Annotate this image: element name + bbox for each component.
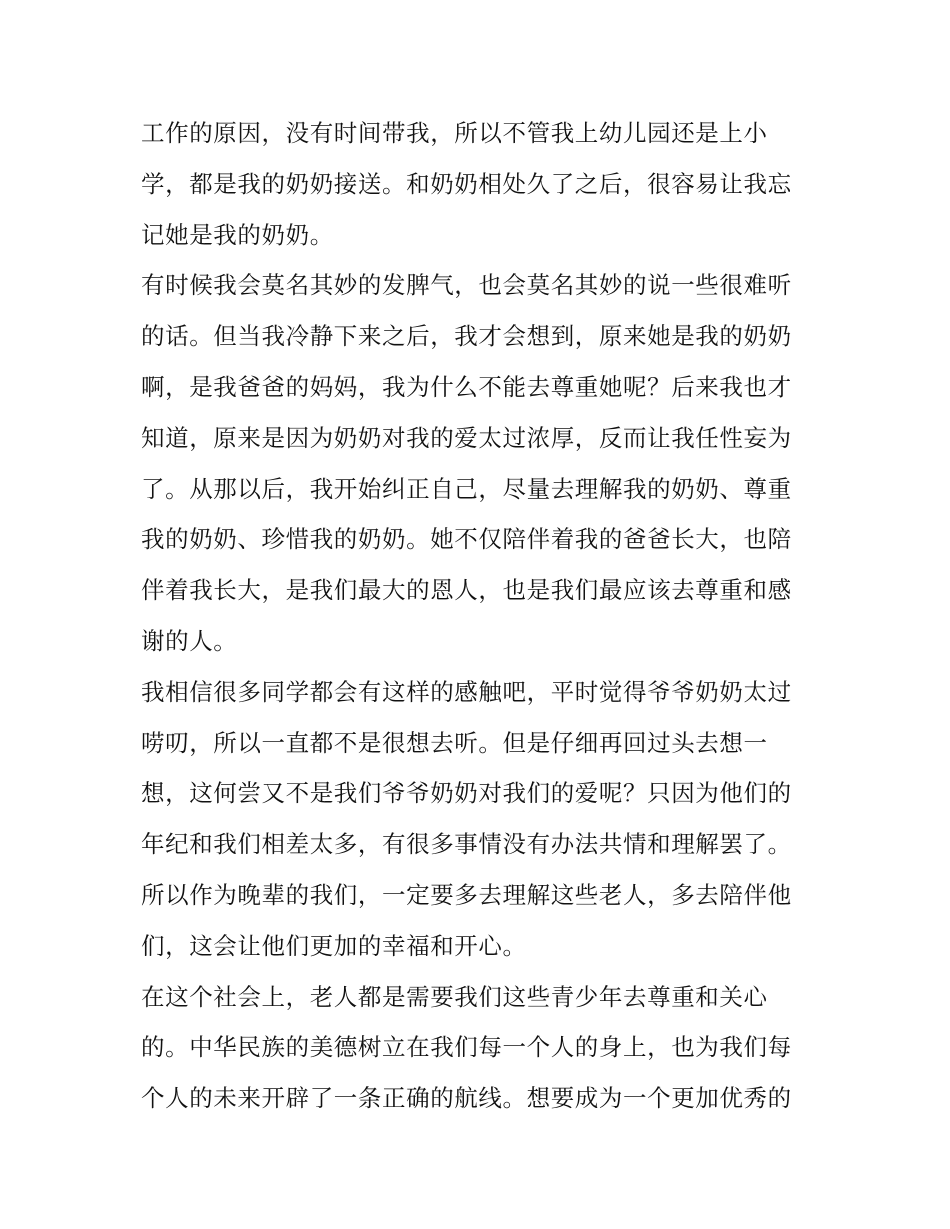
text-line-2: 学，都是我的奶奶接送。和奶奶相处久了之后，很容易让我忘: [141, 169, 792, 198]
text-line-8: 了。从那以后，我开始纠正自己，尽量去理解我的奶奶、尊重: [141, 474, 792, 503]
text-line-4: 有时候我会莫名其妙的发脾气，也会莫名其妙的说一些很难听: [141, 271, 792, 300]
text-line-7: 知道，原来是因为奶奶对我的爱太过浓厚，反而让我任性妄为: [141, 423, 792, 452]
text-line-12: 我相信很多同学都会有这样的感触吧，平时觉得爷爷奶奶太过: [141, 677, 792, 706]
text-line-14: 想，这何尝又不是我们爷爷奶奶对我们的爱呢？只因为他们的: [141, 779, 792, 808]
text-line-11: 谢的人。: [141, 626, 238, 655]
text-line-19: 的。中华民族的美德树立在我们每一个人的身上，也为我们每: [141, 1033, 792, 1062]
text-line-18: 在这个社会上，老人都是需要我们这些青少年去尊重和关心: [141, 982, 768, 1011]
text-line-9: 我的奶奶、珍惜我的奶奶。她不仅陪伴着我的爸爸长大，也陪: [141, 525, 792, 554]
text-line-6: 啊，是我爸爸的妈妈，我为什么不能去尊重她呢？后来我也才: [141, 372, 792, 401]
text-line-5: 的话。但当我冷静下来之后，我才会想到，原来她是我的奶奶: [141, 322, 792, 351]
text-line-17: 们，这会让他们更加的幸福和开心。: [141, 931, 527, 960]
body-text: [141, 108, 821, 1124]
text-line-10: 伴着我长大，是我们最大的恩人，也是我们最应该去尊重和感: [141, 576, 792, 605]
text-line-1: 工作的原因，没有时间带我，所以不管我上幼儿园还是上小: [141, 119, 768, 147]
text-line-15: 年纪和我们相差太多，有很多事情没有办法共情和理解罢了。: [141, 830, 792, 859]
text-line-20: 个人的未来开辟了一条正确的航线。想要成为一个更加优秀的: [141, 1084, 792, 1113]
text-line-3: 记她是我的奶奶。: [141, 220, 334, 249]
text-line-13: 唠叨，所以一直都不是很想去听。但是仔细再回过头去想一: [141, 728, 768, 757]
text-line-16: 所以作为晚辈的我们，一定要多去理解这些老人，多去陪伴他: [141, 880, 792, 909]
